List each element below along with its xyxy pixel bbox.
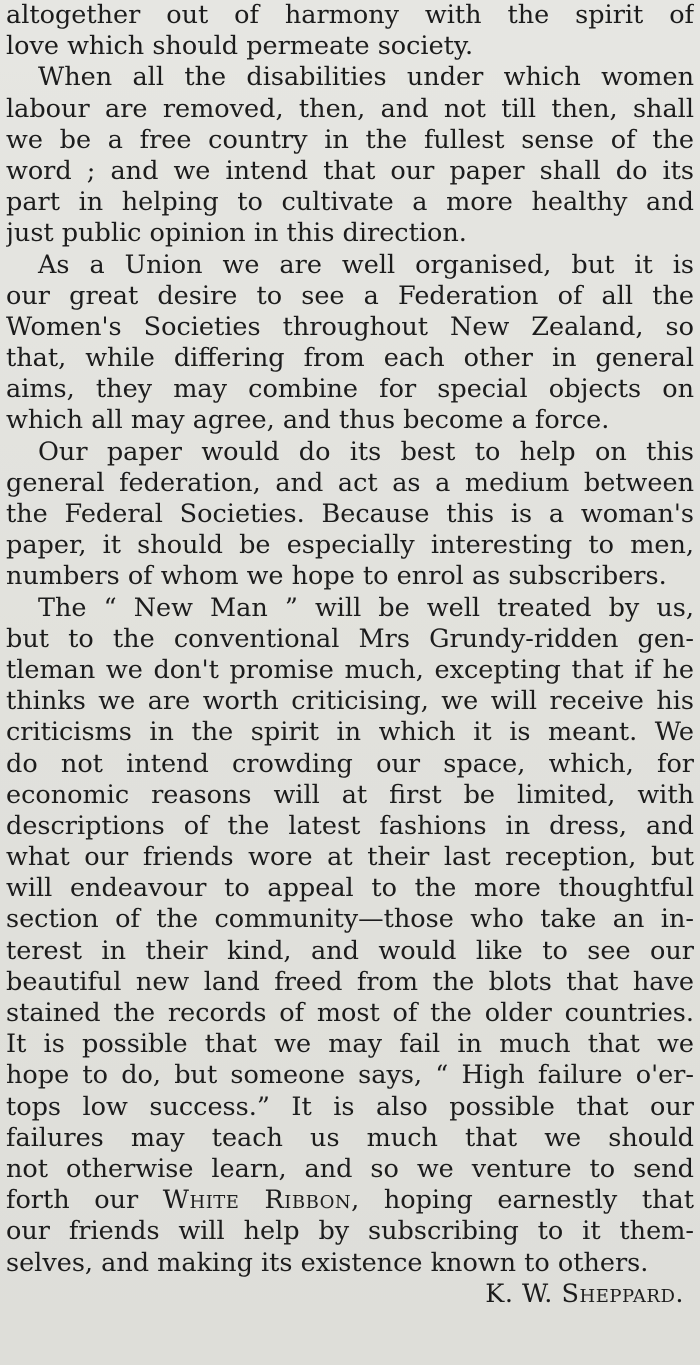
text-line: beautiful new land freed from the blots that have [6,966,694,997]
text-line: selves, and making its existence known to others. [6,1247,649,1278]
white-ribbon-line [6,1185,694,1216]
text-line: love which should permeate society. [6,31,474,62]
text-line: economic reasons will at first be limited, with [6,779,694,810]
text-line: we be a free country in the fullest sense of the [6,124,694,155]
text-line: criticisms in the spirit in which it is meant. We [6,717,694,748]
text-line: hope to do, but someone says, “ High failure o'er- [6,1060,694,1091]
text-line: just public opinion in this direction. [6,218,467,249]
text-fragment: , hoping earnestly that [351,1185,694,1216]
text-line: tops low success.” It is also possible that our [6,1091,694,1122]
paragraph-4 [6,437,694,593]
text-line: section of the community—those who take an in- [6,904,694,935]
text-line: As a Union we are well organised, but it is [38,249,694,280]
paragraph-2 [6,62,694,249]
text-line: aims, they may combine for special objects on [6,374,694,405]
text-fragment: forth our [6,1185,163,1216]
text-line: The “ New Man ” will be well treated by us, [38,592,694,623]
text-line: general federation, and act as a medium between [6,467,694,498]
text-line: not otherwise learn, and so we venture to send [6,1153,694,1184]
text-line: failures may teach us much that we should [6,1122,694,1153]
text-line: part in helping to cultivate a more healthy and [6,187,694,218]
text-line: numbers of whom we hope to enrol as subscribers. [6,561,667,592]
text-line: Women's Societies throughout New Zealand, so [6,311,694,342]
text-line: Our paper would do its best to help on this [38,436,694,467]
paragraph-3 [6,250,694,437]
text-line: word ; and we intend that our paper shall do its [6,155,694,186]
text-line: but to the conventional Mrs Grundy-ridden gen- [6,623,694,654]
text-line: that, while differing from each other in general [6,343,694,374]
paragraph-5 [6,593,694,1279]
text-line: our great desire to see a Federation of all the [6,280,694,311]
text-line: It is possible that we may fail in much that we [6,1029,694,1060]
paper-title: White Ribbon [162,1185,352,1216]
text-line: terest in their kind, and would like to see our [6,935,694,966]
text-line: which all may agree, and thus become a force. [6,405,610,436]
text-line: paper, it should be especially interesting to men, [6,530,694,561]
text-line: do not intend crowding our space, which, for [6,748,694,779]
paragraph-1 [6,0,694,62]
text-line: thinks we are worth criticising, we will receive his [6,686,694,717]
text-line: descriptions of the latest fashions in dress, and [6,810,694,841]
text-line: our friends will help by subscribing to it them- [6,1216,694,1247]
text-line: what our friends wore at their last reception, but [6,842,694,873]
text-line: tleman we don't promise much, excepting that if he [6,654,694,685]
author-signature: K. W. Sheppard. [485,1278,684,1309]
text-line: When all the disabilities under which women [38,62,694,93]
text-line: altogether out of harmony with the spirit of [6,0,694,30]
article-column [6,0,694,1310]
text-line: labour are removed, then, and not till then, shall [6,93,694,124]
text-line: the Federal Societies. Because this is a woman's [6,499,694,529]
text-line: will endeavour to appeal to the more thoughtful [6,873,694,904]
text-line: stained the records of most of the older countries. [6,998,694,1028]
